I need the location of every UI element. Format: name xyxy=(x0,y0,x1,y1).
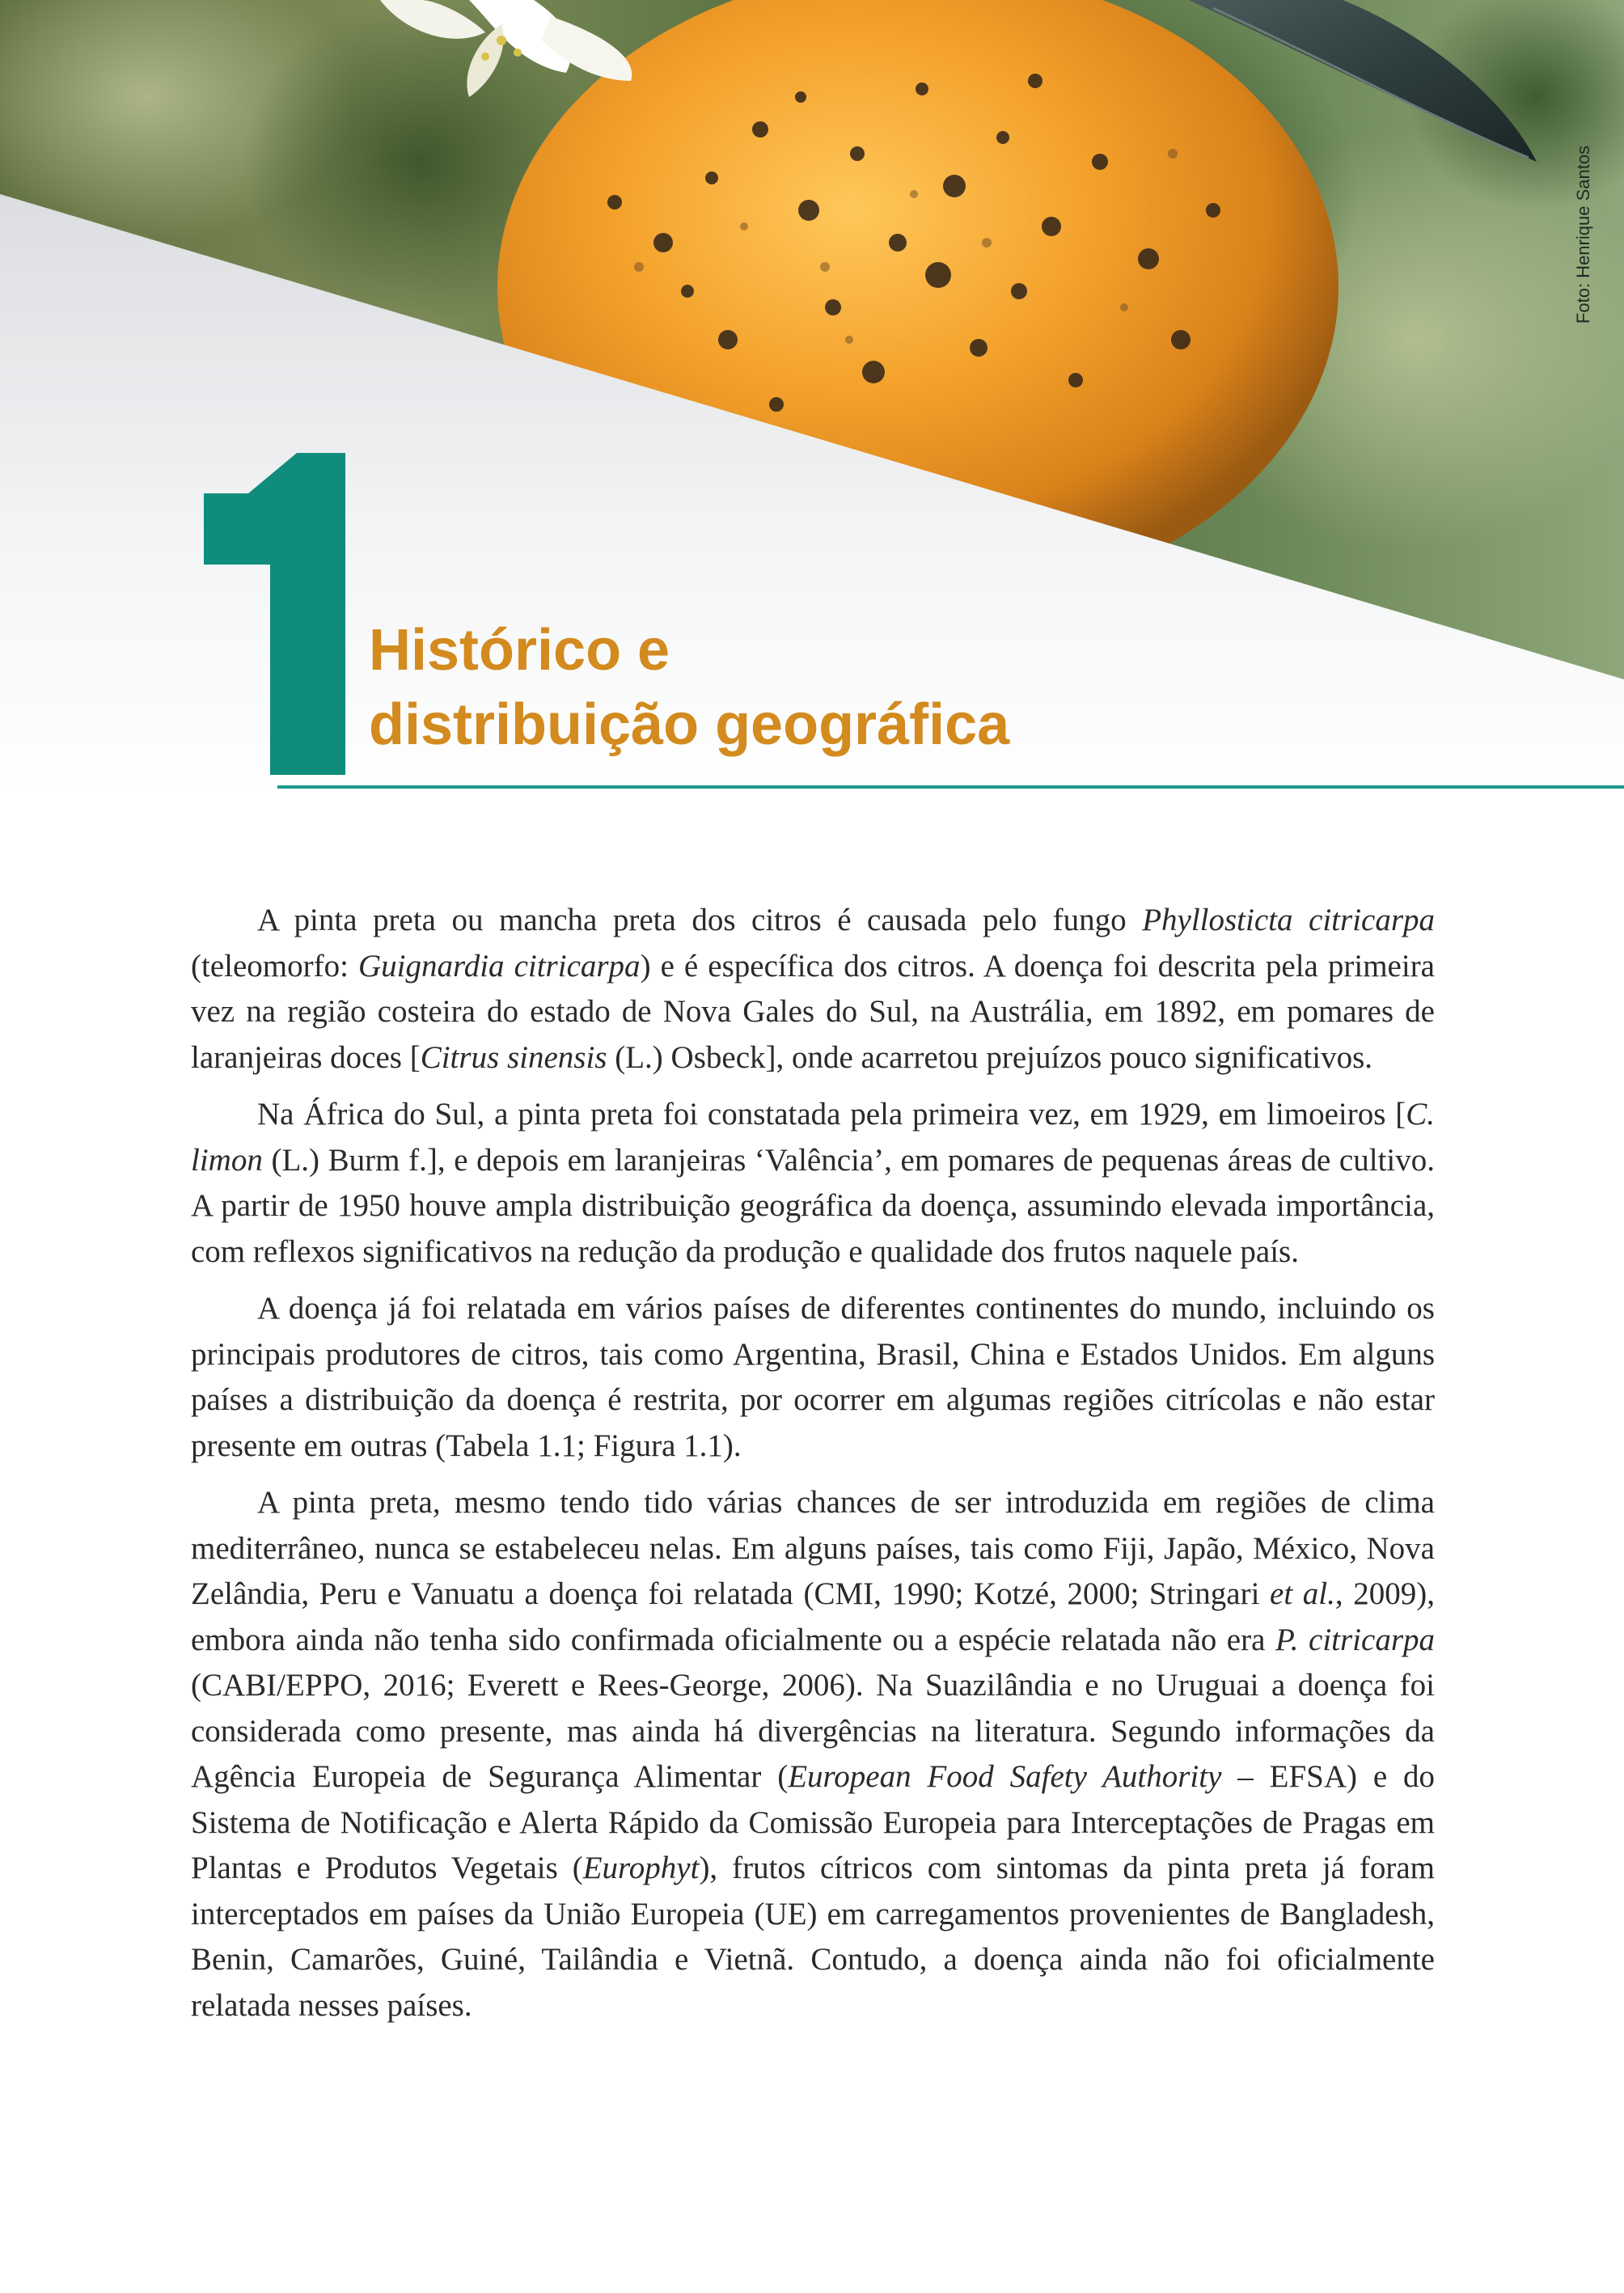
paragraph-2 xyxy=(191,1092,1435,1275)
chapter-title-line-2: distribuição geográfica xyxy=(369,692,1010,757)
italic-term: Phyllosticta citricarpa xyxy=(1142,903,1436,937)
text-segment: , 2009), embora ainda não tenha sido confirmada oficialmente ou a espécie relatada não era xyxy=(191,1576,1435,1657)
text-segment: (L.) Burm f.], e depois em laranjeiras ‘Valência’, em pomares de pequenas áreas de cultivo. A partir de 1950 houve ampla distribuição geográfica da doença, assumindo elevada importância, com reflexos significativos na redução da produção e qualidade dos frutos naquele país. xyxy=(191,1142,1435,1269)
italic-term: Guignardia citricarpa xyxy=(357,948,641,984)
photo-credit: Foto: Henrique Santos xyxy=(1573,145,1593,324)
paragraph-1 xyxy=(191,898,1435,1081)
italic-term: C. limon xyxy=(191,1097,1435,1178)
chapter-number xyxy=(204,453,345,775)
text-segment: – EFSA) e do Sistema de Notificação e Alerta Rápido da Comissão Europeia para Interceptações de Pragas em Plantas e Produtos Vegetais ( xyxy=(191,1759,1436,1885)
italic-term: Europhyt xyxy=(582,1851,700,1885)
text-segment: A doença já foi relatada em vários países de diferentes continentes do mundo, incluindo os principais produtores de citros, tais como Argentina, Brasil, China e Estados Unidos. Em alguns países a distribuição da doença é restrita, por ocorrer em algumas regiões citrícolas e não estar presente em outras (Tabela 1.1; Figura 1.1). xyxy=(191,1291,1435,1463)
text-segment: (teleomorfo: xyxy=(191,948,358,984)
text-segment: (CABI/EPPO, 2016; Everett e Rees-George, 2006). Na Suazilândia e no Uruguai a doença foi considerada como presente, mas ainda há divergências na literatura. Segundo informações da Agência Europeia de Segurança Alimentar ( xyxy=(191,1668,1435,1794)
text-segment: A pinta preta ou mancha preta dos citros é causada pelo fungo xyxy=(257,903,1143,937)
italic-term: et al. xyxy=(1270,1576,1335,1611)
text-segment: ), frutos cítricos com sintomas da pinta preta já foram interceptados em países da União Europeia (UE) em carregamentos provenientes de Bangladesh, Benin, Camarões, Guiné, Tailândia e Vietnã. Contudo, a doença ainda não foi oficialmente relatada nesses países. xyxy=(191,1851,1436,2023)
text-segment: Na África do Sul, a pinta preta foi constatada pela primeira vez, em 1929, em limoeiros [ xyxy=(257,1097,1406,1132)
text-segment: A pinta preta, mesmo tendo tido várias chances de ser introduzida em regiões de clima mediterrâneo, nunca se estabeleceu nelas. Em alguns países, tais como Fiji, Japão, México, Nova Zelândia, Peru e Vanuatu a doença foi relatada (CMI, 1990; Kotzé, 2000; Stringari xyxy=(191,1485,1435,1611)
italic-term: P. citricarpa xyxy=(1275,1622,1435,1657)
chapter-title xyxy=(369,613,1009,762)
paragraph-4 xyxy=(191,1480,1435,2029)
italic-term: Citrus sinensis xyxy=(420,1039,607,1075)
paragraph-3 xyxy=(191,1286,1435,1469)
text-segment: ) e é específica dos citros. A doença foi descrita pela primeira vez na região costeira do estado de Nova Gales do Sul, na Austrália, em 1892, em pomares de laranjeiras doces [ xyxy=(191,948,1435,1075)
chapter-title-line-1: Histórico e xyxy=(369,618,670,683)
title-rule xyxy=(277,785,1624,789)
italic-term: European Food Safety Authority xyxy=(788,1759,1222,1794)
text-segment: (L.) Osbeck], onde acarretou prejuízos pouco significativos. xyxy=(607,1039,1373,1075)
body-text xyxy=(191,898,1435,2040)
